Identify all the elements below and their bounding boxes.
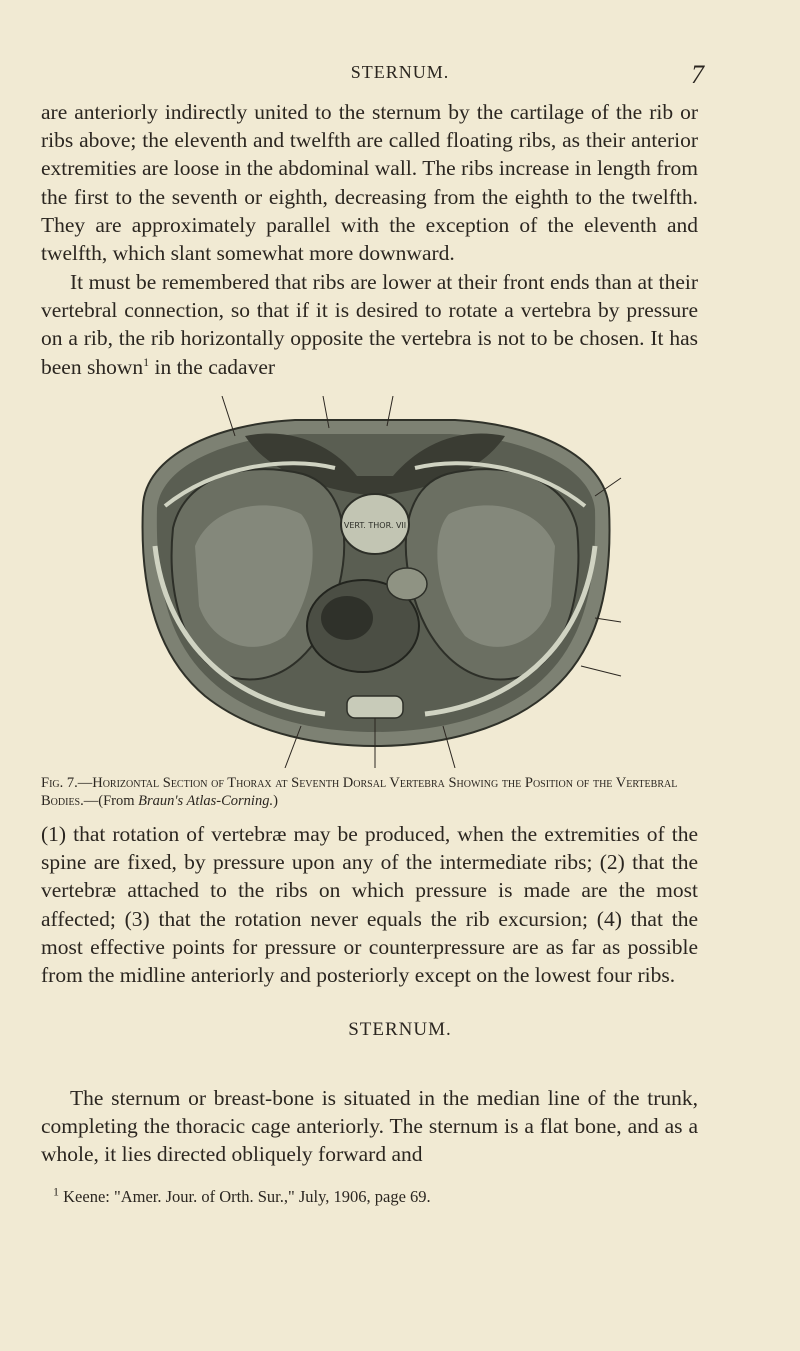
footnote-reference: 1	[143, 354, 150, 369]
paragraph-findings: (1) that rotation of vertebræ may be produced, when the extremities of the spine are fixed, by pressure upon any of the intermediate ribs; (2) that the vertebræ attached to the ribs on which pressure is made are the most affected; (3) that the rotation never equals the rib excursion; (4) that the most effective points for pressure or counterpressure are as far as possible from the midline anteriorly and posteriorly except on the lowest four ribs.	[41, 822, 698, 988]
footnote	[41, 1186, 710, 1208]
figure-caption	[41, 774, 698, 810]
page-number: 7	[691, 60, 704, 89]
paragraph-rotation-tail: in the cadaver	[149, 354, 276, 379]
figure-inset-label: VERT. THOR. VII	[343, 521, 407, 530]
footnote-marker: 1	[53, 1184, 59, 1199]
running-title: STERNUM.	[350, 62, 450, 82]
figure-caption-label: Fig. 7.—Horizontal Section of Thorax at Seventh Dorsal Vertebra Showing the Position of the Vertebral Bodies.	[41, 775, 678, 809]
figure-caption-source-prefix: —(From	[83, 793, 139, 809]
section-heading: STERNUM.	[348, 1019, 452, 1040]
figure-caption-source-suffix: )	[273, 793, 278, 809]
paragraph-rotation	[41, 268, 698, 381]
running-head	[0, 58, 800, 88]
thorax-section-figure	[125, 396, 625, 768]
paragraph-ribs: are anteriorly indirectly united to the sternum by the cartilage of the rib or ribs above; the eleventh and twelfth are called floating ribs, as their anterior extremities are loose in the abdominal wall. The ribs increase in length from the first to the seventh or eighth, decreasing from the eighth to the twelfth. They are approximately parallel with the exception of the eleventh and twelfth, which slant somewhat more downward.	[41, 100, 698, 266]
paragraph-rotation-text: It must be remembered that ribs are lower at their front ends than at their vertebral connection, so that if it is desired to rotate a vertebra by pressure on a rib, the rib horizontally opposite the vertebra is not to be chosen. It has been shown	[41, 270, 698, 379]
footnote-text: Keene: "Amer. Jour. of Orth. Sur.," July, 1906, page 69.	[59, 1187, 431, 1206]
paragraph-sternum: The sternum or breast-bone is situated in the median line of the trunk, completing the thoracic cage anteriorly. The sternum is a flat bone, and as a whole, it lies directed obliquely forward and	[41, 1086, 698, 1167]
sternum	[347, 696, 403, 718]
figure-caption-source: Braun's Atlas-Corning.	[138, 793, 274, 809]
